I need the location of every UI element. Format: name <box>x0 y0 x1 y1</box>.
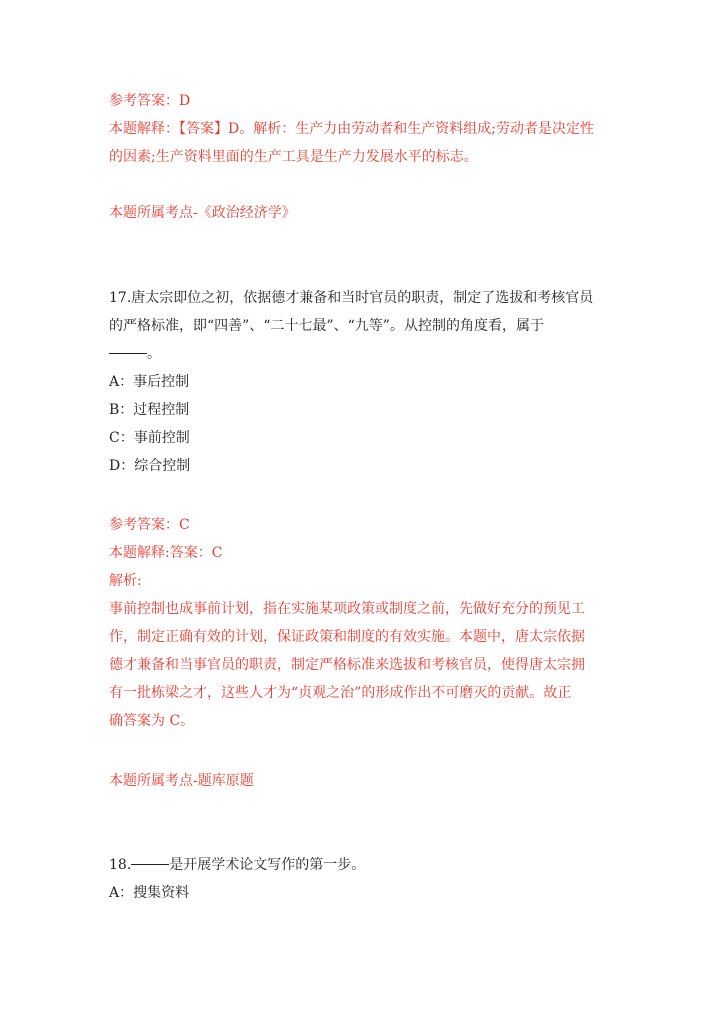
q17-analysis-line-1: 事前控制也成事前计划，指在实施某项政策或制度之前，先做好充分的预见工 <box>109 601 585 617</box>
q17-answer-block <box>109 511 614 735</box>
q16-explanation-line-2: 的因素;生产资料里面的生产工具是生产力发展水平的标志。 <box>109 149 478 165</box>
q17-stem <box>109 284 614 368</box>
q17-stem-line-3 <box>109 340 614 368</box>
q17-analysis-line-2: 作，制定正确有效的计划，保证政策和制度的有效实施。本题中，唐太宗依据 <box>109 629 585 645</box>
q16-topic <box>109 199 614 227</box>
q18-options <box>109 879 614 907</box>
q17-stem-line-1: 17.唐太宗即位之初，依据德才兼备和当时官员的职责，制定了选拔和考核官员 <box>109 290 594 306</box>
q18-option-a: A：搜集资料 <box>109 885 190 901</box>
q16-answer-block <box>109 87 614 171</box>
q17-topic-text: 本题所属考点-题库原题 <box>109 773 254 789</box>
q18-number: 18. <box>109 857 132 873</box>
q16-explanation-line-1: 本题解释：【答案】D。解析：生产力由劳动者和生产资料组成;劳动者是决定性 <box>109 121 594 137</box>
q18-stem <box>109 851 614 879</box>
q17-analysis-line-4: 有一批栋梁之才，这些人才为“贞观之治”的形成作出不可磨灭的贡献。故正 <box>109 685 572 701</box>
q17-option-d: D：综合控制 <box>109 458 191 474</box>
q18-stem-line <box>109 851 614 879</box>
q17-option-c: C：事前控制 <box>109 430 190 446</box>
q17-options <box>109 368 614 480</box>
q17-stem-end: 。 <box>147 346 161 362</box>
q17-answer: 参考答案：C <box>109 517 190 533</box>
q17-topic <box>109 767 614 795</box>
q17-analysis-line-3: 德才兼备和当事官员的职责，制定严格标准来选拔和考核官员，使得唐太宗拥 <box>109 657 585 673</box>
answer-blank <box>109 352 147 354</box>
q17-option-a: A：事后控制 <box>109 374 190 390</box>
q17-analysis-label: 解析: <box>109 573 142 589</box>
q16-answer: 参考答案：D <box>109 93 191 109</box>
q18-stem-text: 是开展学术论文写作的第一步。 <box>169 857 366 873</box>
q17-option-b: B：过程控制 <box>109 402 190 418</box>
q16-topic-text: 本题所属考点-《政治经济学》 <box>109 205 296 221</box>
q17-stem-line-2: 的严格标准，即“四善”、“二十七最”、“九等”。从控制的角度看，属于 <box>109 318 544 334</box>
q17-explanation-head: 本题解释:答案：C <box>109 545 223 561</box>
answer-blank <box>131 863 169 865</box>
q17-analysis-line-5: 确答案为 C。 <box>109 713 195 729</box>
